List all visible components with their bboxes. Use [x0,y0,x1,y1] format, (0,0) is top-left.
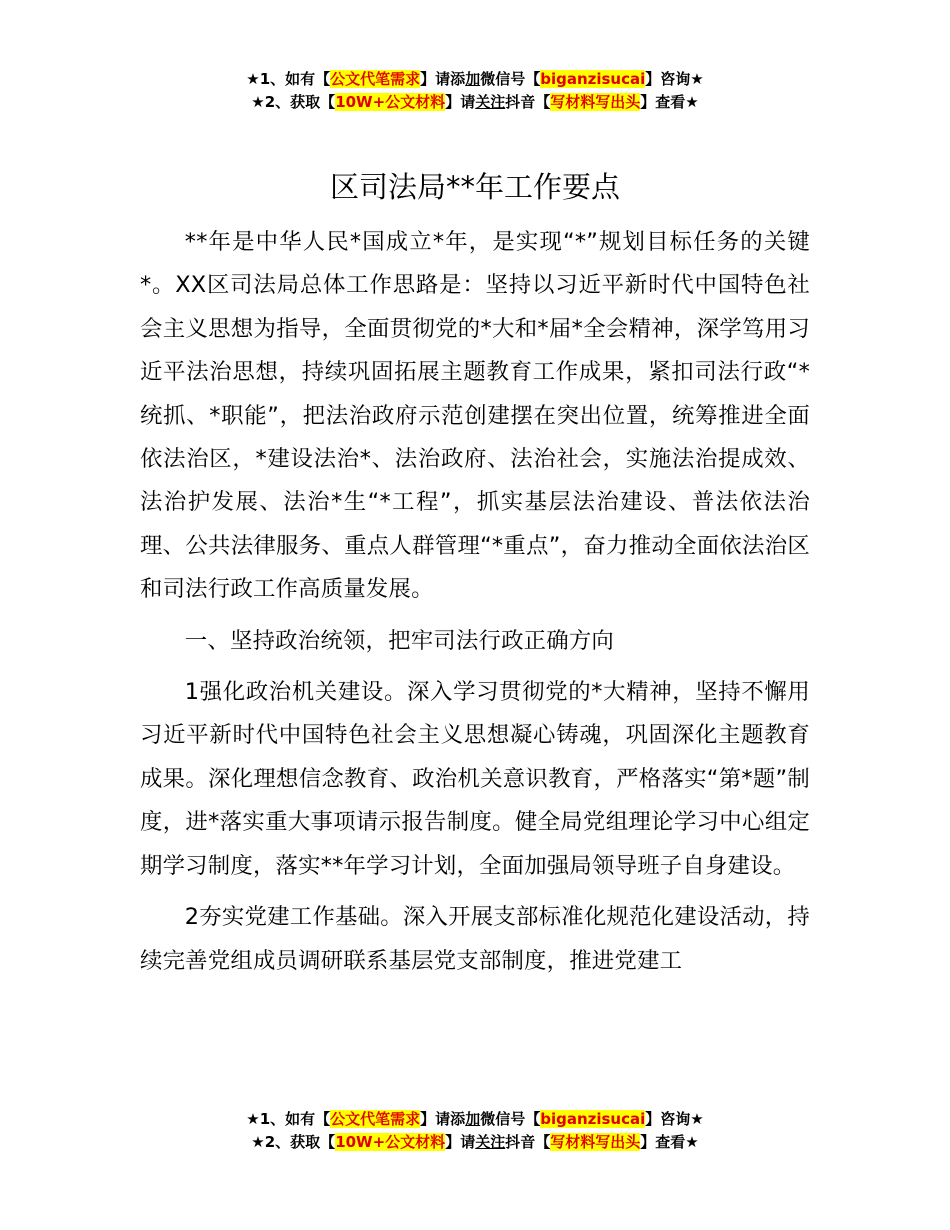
banner-text: 】咨询★ [645,70,704,88]
banner-text: 】请添 [420,70,466,88]
header-banner [0,68,950,114]
banner-highlight: 10W+公文材料 [335,1133,446,1151]
banner-underline: 关注 [475,93,506,111]
banner-text: 抖音【 [505,1133,551,1151]
banner-highlight: biganzisucai [540,70,646,88]
banner-text: ★1、如有【 [246,70,331,88]
banner-line-1 [0,68,950,91]
banner-highlight: 10W+公文材料 [335,93,446,111]
banner-underline: 关注 [475,1133,506,1151]
banner-text: 】咨询★ [645,1110,704,1128]
section-heading: 一、坚持政治统领，把牢司法行政正确方向 [184,627,615,654]
intro-paragraph: **年是中华人民*国成立*年，是实现“*”规划目标任务的关键*。XX区司法局总体工作思路是：坚持以习近平新时代中国特色社会主义思想为指导，全面贯彻党的*大和*届*全会精神，深学笃用习近平法治思想，持续巩固拓展主题教育工作成果，紧扣司法行政“*统抓、*职能”，把法治政府示范创建摆在突出位置，统筹推进全面依法治区，*建设法治*、法治政府、法治社会，实施法治提成效、法治护发展、法治*生“*工程”，抓实基层法治建设、普法依法治理、公共法律服务、重点人群管理“*重点”，奋力推动全面依法治区和司法行政工作高质量发展。 [140,229,810,603]
banner-text: 】请添 [420,1110,466,1128]
banner-text: 抖音【 [505,93,551,111]
document-body [140,165,810,983]
banner-highlight: 写材料写出头 [550,93,641,111]
banner-underline: 加 [465,70,481,88]
item-paragraph-2: 2夯实党建工作基础。深入开展支部标准化规范化建设活动，持续完善党组成员调研联系基层党支部制度，推进党建工 [140,904,810,974]
banner-highlight: 公文代笔需求 [330,1110,421,1128]
banner-highlight: 写材料写出头 [550,1133,641,1151]
banner-text: 】查看★ [640,93,699,111]
banner-text: 微信号【 [480,70,541,88]
banner-line-2 [0,1131,950,1154]
item-paragraph-1: 1强化政治机关建设。深入学习贯彻党的*大精神，坚持不懈用习近平新时代中国特色社会主义思想凝心铸魂，巩固深化主题教育成果。深化理想信念教育、政治机关意识教育，严格落实“第*题”制度，进*落实重大事项请示报告制度。健全局党组理论学习中心组定期学习制度，落实**年学习计划，全面加强局领导班子自身建设。 [140,679,810,879]
banner-text: 】请 [445,1133,476,1151]
banner-text: ★1、如有【 [246,1110,331,1128]
banner-line-2 [0,91,950,114]
banner-highlight: 公文代笔需求 [330,70,421,88]
banner-line-1 [0,1108,950,1131]
banner-text: 】请 [445,93,476,111]
banner-text: ★2、获取【 [251,1133,336,1151]
banner-underline: 加 [465,1110,481,1128]
document-title: 区司法局**年工作要点 [329,170,620,204]
footer-banner [0,1108,950,1154]
banner-text: 微信号【 [480,1110,541,1128]
banner-text: ★2、获取【 [251,93,336,111]
banner-highlight: biganzisucai [540,1110,646,1128]
banner-text: 】查看★ [640,1133,699,1151]
